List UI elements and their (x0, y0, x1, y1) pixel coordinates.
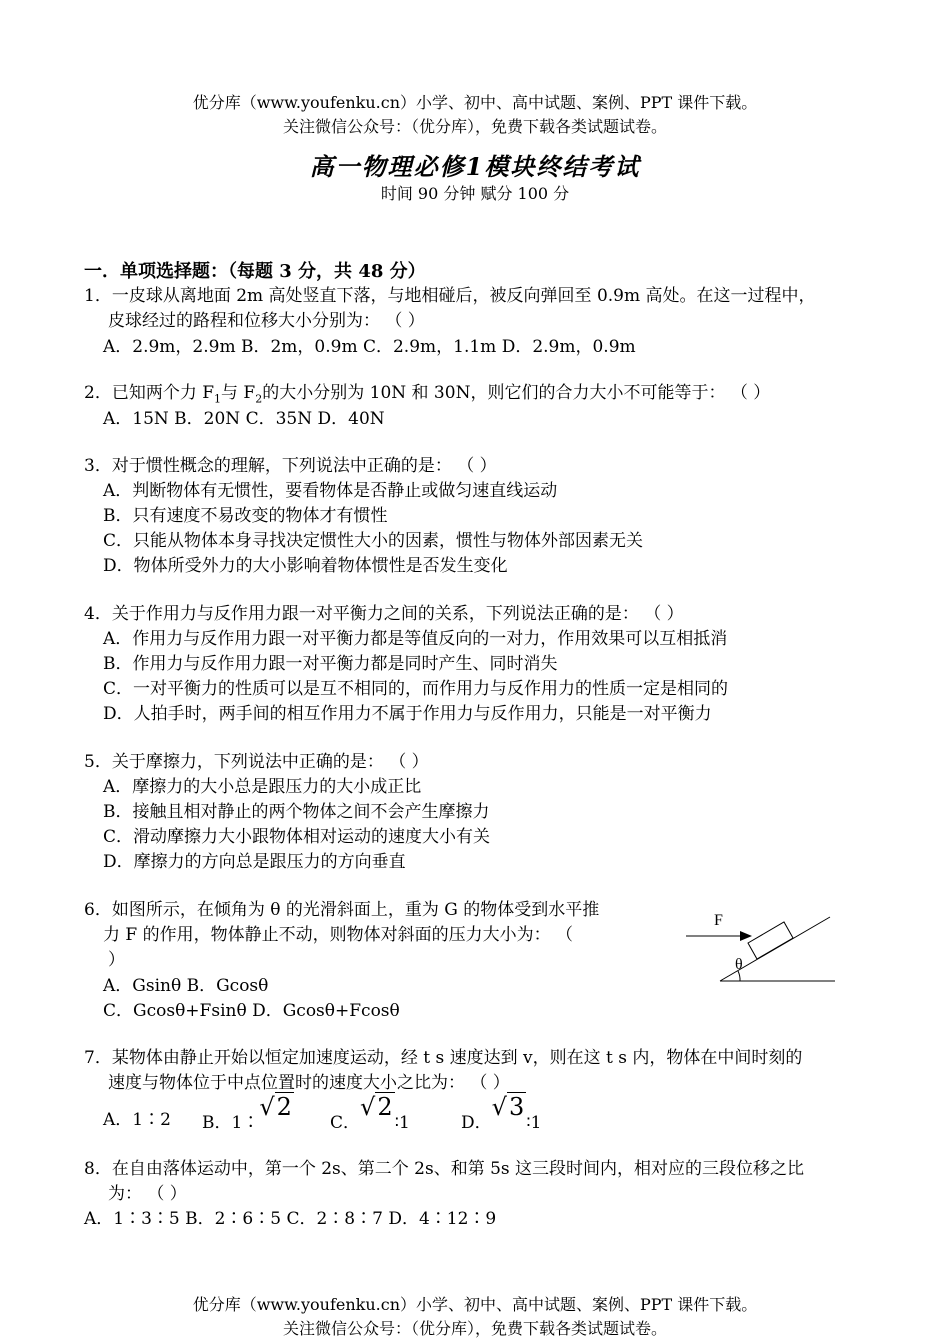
header-line-2: 关注微信公众号：（优分库），免费下载各类试题试卷。 (282, 117, 667, 136)
q6-stem-close: ） (108, 950, 125, 970)
force-arrow-head (740, 931, 752, 941)
q3-option-b: B．只有速度不易改变的物体才有惯性 (103, 506, 388, 526)
q1-stem-cont: 皮球经过的路程和位移大小分别为： （ ） (108, 311, 425, 331)
q7-option-b: B．1∶√2 (202, 1093, 292, 1133)
q3-option-c: C．只能从物体本身寻找决定惯性大小的因素，惯性与物体外部因素无关 (103, 531, 644, 551)
exam-subtitle: 时间 90 分钟 赋分 100 分 (380, 184, 570, 203)
q4-stem: 4．关于作用力与反作用力跟一对平衡力之间的关系，下列说法正确的是： （ ） (84, 604, 684, 624)
q4-option-c: C．一对平衡力的性质可以是互不相同的，而作用力与反作用力的性质一定是相同的 (103, 679, 729, 699)
q7-stem: 7．某物体由静止开始以恒定加速度运动，经 t s 速度达到 v，则在这 t s 内，物体在中间时刻的 (84, 1048, 803, 1068)
q6-stem-cont: 力 F 的作用，物体静止不动，则物体对斜面的压力大小为： （ (103, 925, 574, 945)
block (748, 922, 793, 959)
q3-option-a: A．判断物体有无惯性，要看物体是否静止或做匀速直线运动 (103, 481, 558, 501)
q8-options: A．1∶3∶5 B．2∶6∶5 C．2∶8∶7 D．4∶12∶9 (84, 1209, 497, 1229)
q4-option-d: D．人拍手时，两手间的相互作用力不属于作用力与反作用力，只能是一对平衡力 (103, 704, 712, 724)
q5-option-d: D．摩擦力的方向总是跟压力的方向垂直 (103, 852, 406, 872)
q6-stem: 6．如图所示，在倾角为 θ 的光滑斜面上，重为 G 的物体受到水平推 (84, 900, 600, 920)
q2-options: A．15N B．20N C．35N D．40N (103, 409, 385, 429)
q2-stem: 2．已知两个力 $F_1$与 $F_2$的大小分别为 10N 和 30N，则它们的合力大小不可能等于： （ ） (84, 383, 771, 406)
q7-option-d: D．√3∶1 (461, 1093, 542, 1133)
q1-options: A．2.9m，2.9m B．2m，0.9m C．2.9m，1.1m D．2.9m，0.9m (103, 337, 636, 357)
q3-option-d: D．物体所受外力的大小影响着物体惯性是否发生变化 (103, 556, 508, 576)
q5-option-a: A．摩擦力的大小总是跟压力的大小成正比 (103, 777, 422, 797)
q3-stem: 3．对于惯性概念的理解，下列说法中正确的是： （ ） (84, 456, 497, 476)
q4-option-b: B．作用力与反作用力跟一对平衡力都是同时产生、同时消失 (103, 654, 558, 674)
q6-options-cd: C．Gcosθ+Fsinθ D．Gcosθ+Fcosθ (103, 1001, 400, 1021)
q1-stem: 1．一皮球从离地面 2m 高处竖直下落，与地相碰后，被反向弹回至 0.9m 高处。在这一过程中， (84, 286, 816, 306)
header-line-1: 优分库（www.youfenku.cn）小学、初中、高中试题、案例、PPT 课件下载。 (192, 93, 758, 112)
q7-option-c: C．√2∶1 (330, 1093, 410, 1133)
footer-line-2: 关注微信公众号：（优分库），免费下载各类试题试卷。 (282, 1319, 667, 1338)
q7-option-a: A．1∶2 (103, 1110, 171, 1130)
q5-stem: 5．关于摩擦力，下列说法中正确的是： （ ） (84, 752, 429, 772)
section-heading: 一．单项选择题：（每题 3 分，共 48 分） (84, 261, 426, 282)
q5-option-b: B．接触且相对静止的两个物体之间不会产生摩擦力 (103, 802, 490, 822)
angle-label: θ (735, 956, 743, 973)
force-label: F (714, 912, 723, 929)
q6-incline-figure (680, 900, 840, 990)
q7-stem-cont: 速度与物体位于中点位置时的速度大小之比为： （ ） (108, 1073, 510, 1093)
q8-stem: 8．在自由落体运动中，第一个 2s、第二个 2s、和第 5s 这三段时间内，相对应的三段位移之比 (84, 1159, 805, 1179)
q5-option-c: C．滑动摩擦力大小跟物体相对运动的速度大小有关 (103, 827, 491, 847)
exam-title: 高一物理必修1模块终结考试 (309, 152, 641, 181)
q4-option-a: A．作用力与反作用力跟一对平衡力都是等值反向的一对力，作用效果可以互相抵消 (103, 629, 728, 649)
q8-stem-cont: 为： （ ） (108, 1184, 187, 1204)
footer-line-1: 优分库（www.youfenku.cn）小学、初中、高中试题、案例、PPT 课件下载。 (192, 1295, 758, 1314)
q6-options-ab: A．Gsinθ B．Gcosθ (103, 976, 269, 996)
